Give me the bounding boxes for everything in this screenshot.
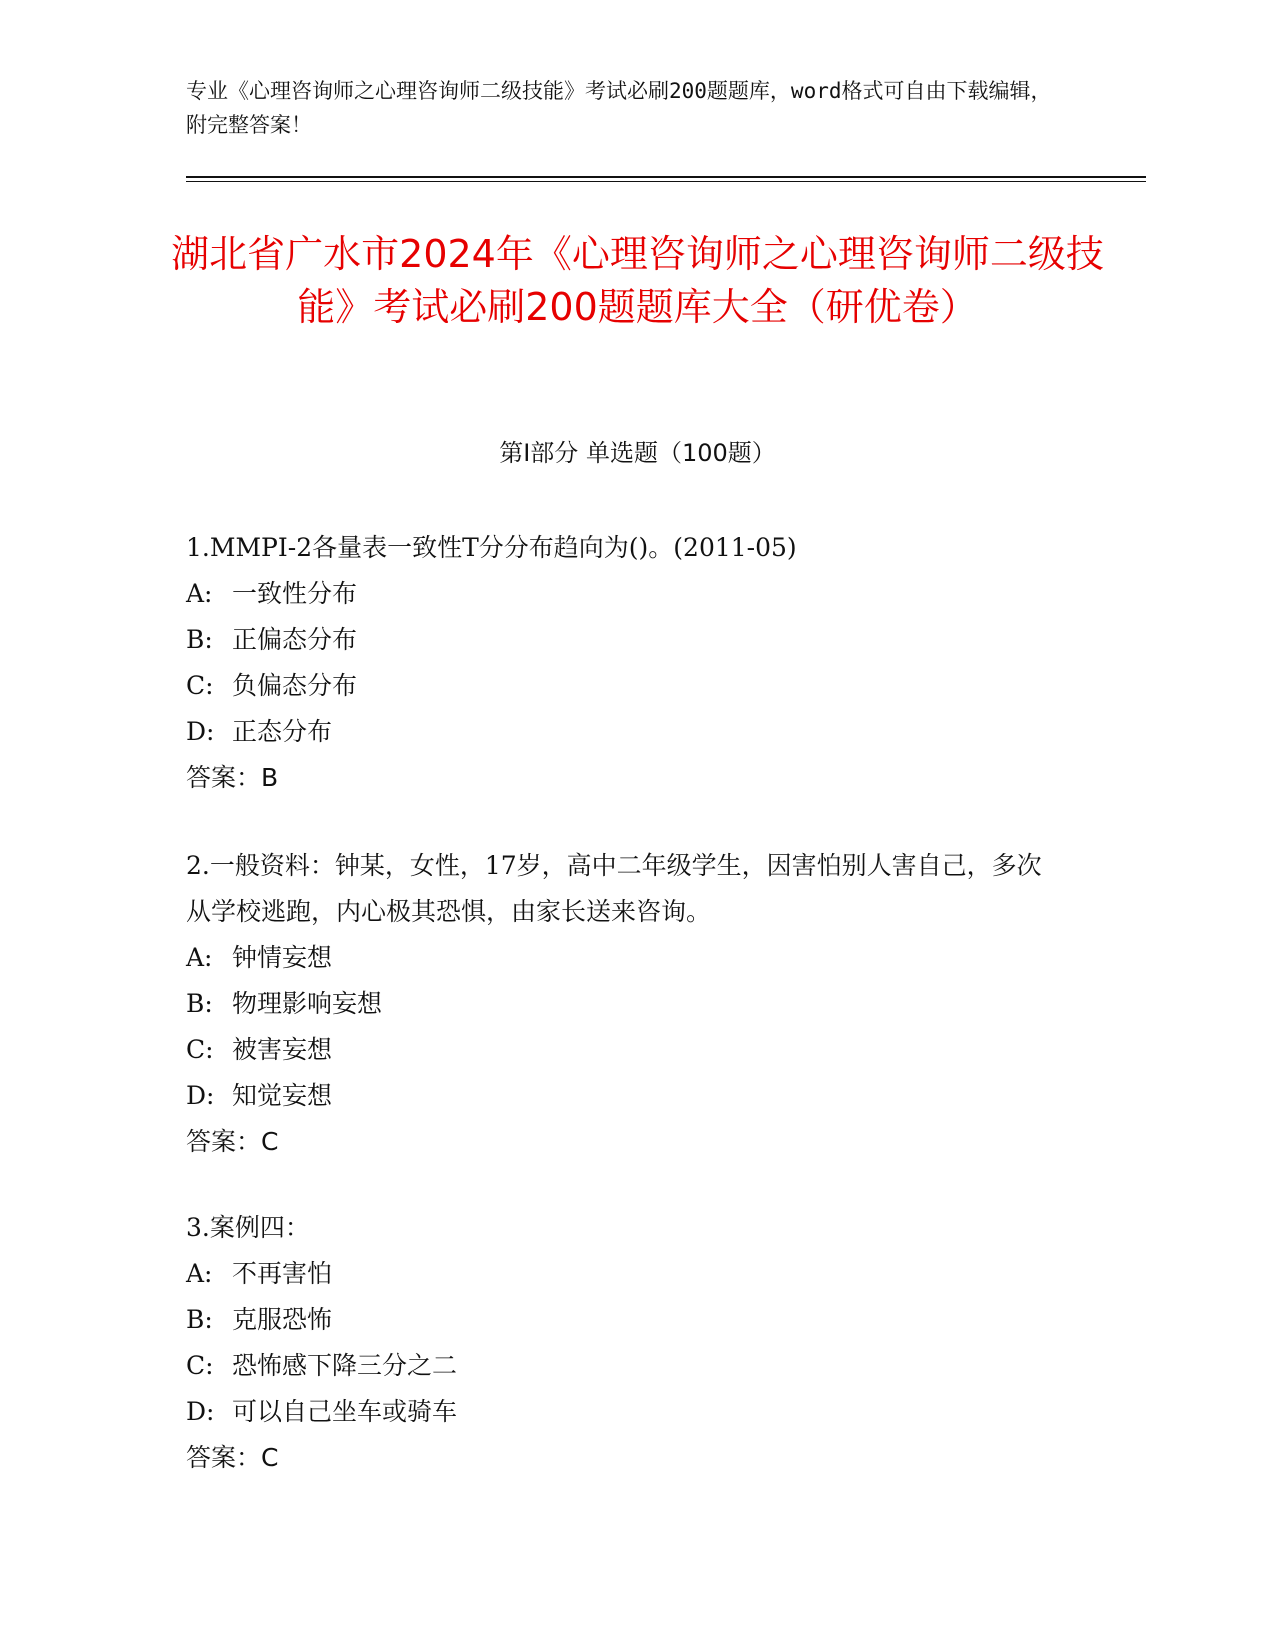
- option-letter: B:: [186, 989, 213, 1018]
- option-a: [186, 935, 1066, 981]
- option-letter: B:: [186, 625, 213, 654]
- option-text: 物理影响妄想: [232, 989, 383, 1018]
- option-letter: D:: [186, 1397, 215, 1426]
- option-letter: D:: [186, 717, 215, 746]
- option-b: [186, 981, 1066, 1027]
- option-text: 恐怖感下降三分之二: [232, 1351, 458, 1380]
- answer-line: 答案：B: [186, 763, 279, 792]
- answer-line: 答案：C: [186, 1443, 279, 1472]
- question-item: [186, 843, 1066, 1165]
- option-letter: B:: [186, 1305, 213, 1334]
- option-d: [186, 1073, 1066, 1119]
- option-letter: C:: [186, 1351, 214, 1380]
- divider-thick: [186, 176, 1146, 178]
- option-b: [186, 1297, 1066, 1343]
- question-text: 3.案例四：: [186, 1213, 310, 1242]
- option-letter: A:: [186, 943, 213, 972]
- option-d: [186, 1389, 1066, 1435]
- question-text: 2.一般资料：钟某，女性，17岁，高中二年级学生，因害怕别人害自己，多次从学校逃跑，内心极其恐惧，由家长送来咨询。: [186, 851, 1042, 926]
- option-letter: C:: [186, 1035, 214, 1064]
- document-title: 湖北省广水市2024年《心理咨询师之心理咨询师二级技能》考试必刷200题题库大全（研优卷）: [171, 232, 1104, 329]
- question-item: [186, 1205, 1066, 1481]
- option-text: 不再害怕: [232, 1259, 333, 1288]
- option-text: 正态分布: [232, 717, 333, 746]
- question-text: 1.MMPI-2各量表一致性T分分布趋向为()。(2011-05): [186, 533, 797, 562]
- option-c: [186, 1027, 1066, 1073]
- option-text: 克服恐怖: [232, 1305, 333, 1334]
- question-item: [186, 525, 1066, 801]
- option-d: [186, 709, 1066, 755]
- option-text: 被害妄想: [232, 1035, 333, 1064]
- option-letter: A:: [186, 1259, 213, 1288]
- option-text: 钟情妄想: [232, 943, 333, 972]
- option-text: 知觉妄想: [232, 1081, 333, 1110]
- option-c: [186, 1343, 1066, 1389]
- option-text: 一致性分布: [232, 579, 358, 608]
- section-title: 第Ⅰ部分 单选题（100题）: [499, 439, 776, 467]
- option-a: [186, 1251, 1066, 1297]
- option-text: 可以自己坐车或骑车: [232, 1397, 458, 1426]
- option-b: [186, 617, 1066, 663]
- answer-line: 答案：C: [186, 1127, 279, 1156]
- option-c: [186, 663, 1066, 709]
- option-letter: C:: [186, 671, 214, 700]
- divider-thin: [186, 181, 1146, 182]
- option-text: 正偏态分布: [232, 625, 358, 654]
- option-letter: D:: [186, 1081, 215, 1110]
- option-text: 负偏态分布: [232, 671, 358, 700]
- intro-text: 专业《心理咨询师之心理咨询师二级技能》考试必刷200题题库，word格式可自由下载编辑，附完整答案！: [186, 79, 1052, 137]
- option-letter: A:: [186, 579, 213, 608]
- option-a: [186, 571, 1066, 617]
